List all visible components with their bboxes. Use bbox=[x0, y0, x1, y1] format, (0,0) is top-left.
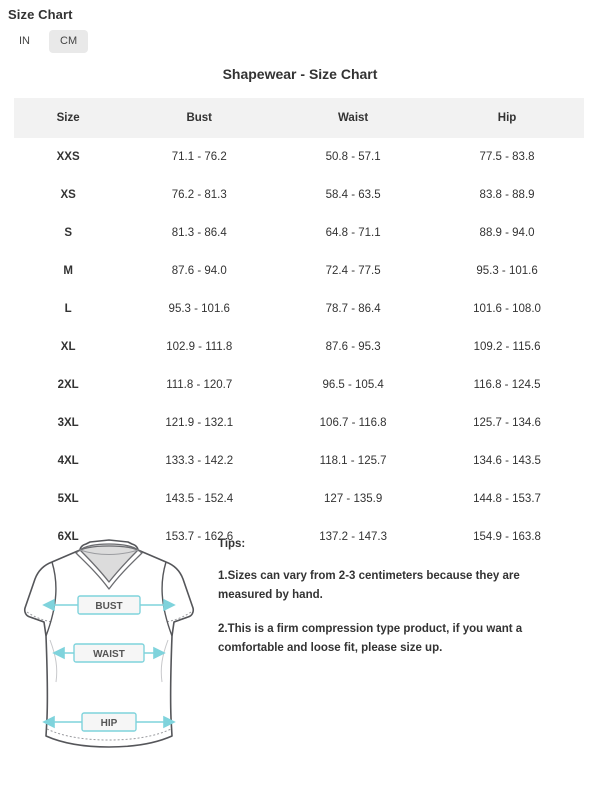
cell-hip: 154.9 - 163.8 bbox=[473, 531, 541, 543]
cell-waist: 64.8 - 71.1 bbox=[325, 227, 381, 239]
cell-hip: 109.2 - 115.6 bbox=[473, 341, 541, 353]
table-row bbox=[14, 328, 584, 366]
cell-waist: 127 - 135.9 bbox=[324, 493, 383, 505]
tip-item: 1.Sizes can vary from 2-3 centimeters because they are measured by hand. bbox=[218, 570, 520, 601]
chart-title: Shapewear - Size Chart bbox=[222, 66, 378, 82]
unit-button-in[interactable]: IN bbox=[8, 30, 41, 53]
table-row bbox=[14, 138, 584, 176]
cell-hip: 144.8 - 153.7 bbox=[473, 493, 541, 505]
column-header-size: Size bbox=[56, 112, 80, 124]
cell-waist: 137.2 - 147.3 bbox=[319, 531, 388, 543]
cell-waist: 78.7 - 86.4 bbox=[325, 303, 381, 315]
waist-label: WAIST bbox=[93, 649, 125, 660]
table-header-row bbox=[14, 98, 584, 138]
table-row bbox=[14, 176, 584, 214]
tips-heading: Tips: bbox=[218, 538, 246, 550]
cell-size: L bbox=[64, 303, 72, 315]
cell-size: S bbox=[64, 227, 72, 239]
table-row bbox=[14, 404, 584, 442]
table-body bbox=[14, 138, 584, 556]
bust-label: BUST bbox=[95, 601, 123, 612]
tip-item: 2.This is a firm compression type product, if you want a comfortable and loose fit, please size up. bbox=[218, 622, 523, 654]
size-table bbox=[14, 98, 584, 556]
size-table-container bbox=[14, 98, 584, 556]
tshirt-measurement-diagram bbox=[14, 532, 204, 782]
cell-waist: 96.5 - 105.4 bbox=[322, 379, 384, 391]
cell-bust: 95.3 - 101.6 bbox=[168, 303, 230, 315]
cell-hip: 88.9 - 94.0 bbox=[479, 227, 535, 239]
unit-toggle-group bbox=[8, 30, 88, 53]
table-header bbox=[14, 98, 584, 138]
table-row bbox=[14, 480, 584, 518]
column-header-hip: Hip bbox=[497, 112, 517, 124]
table-row bbox=[14, 366, 584, 404]
cell-size: XS bbox=[60, 189, 76, 201]
cell-waist: 87.6 - 95.3 bbox=[325, 341, 381, 353]
cell-hip: 95.3 - 101.6 bbox=[476, 265, 538, 277]
unit-button-cm[interactable]: CM bbox=[49, 30, 88, 53]
cell-bust: 81.3 - 86.4 bbox=[171, 227, 227, 239]
table-row bbox=[14, 252, 584, 290]
cell-size: 5XL bbox=[57, 493, 79, 505]
cell-size: XL bbox=[60, 341, 76, 353]
cell-bust: 87.6 - 94.0 bbox=[171, 265, 227, 277]
cell-waist: 118.1 - 125.7 bbox=[319, 455, 387, 467]
cell-hip: 125.7 - 134.6 bbox=[473, 417, 541, 429]
cell-size: 6XL bbox=[57, 531, 79, 543]
cell-bust: 153.7 - 162.6 bbox=[165, 531, 234, 543]
cell-size: XXS bbox=[56, 151, 80, 163]
bottom-section bbox=[0, 528, 600, 800]
table-row bbox=[14, 442, 584, 480]
cell-size: 3XL bbox=[57, 417, 79, 429]
cell-waist: 106.7 - 116.8 bbox=[319, 417, 387, 429]
cell-waist: 50.8 - 57.1 bbox=[325, 151, 381, 163]
cell-size: M bbox=[63, 265, 73, 277]
tips-section bbox=[218, 538, 558, 673]
cell-bust: 143.5 - 152.4 bbox=[165, 493, 234, 505]
page-title: Size Chart bbox=[8, 7, 73, 22]
cell-bust: 111.8 - 120.7 bbox=[166, 379, 233, 391]
cell-hip: 134.6 - 143.5 bbox=[473, 455, 541, 467]
cell-bust: 121.9 - 132.1 bbox=[165, 417, 234, 429]
table-row bbox=[14, 214, 584, 252]
cell-size: 2XL bbox=[57, 379, 79, 391]
cell-bust: 133.3 - 142.2 bbox=[165, 455, 234, 467]
cell-hip: 101.6 - 108.0 bbox=[473, 303, 541, 315]
column-header-waist: Waist bbox=[338, 112, 369, 124]
cell-waist: 58.4 - 63.5 bbox=[325, 189, 381, 201]
cell-bust: 102.9 - 111.8 bbox=[166, 341, 233, 353]
cell-hip: 83.8 - 88.9 bbox=[479, 189, 535, 201]
cell-hip: 77.5 - 83.8 bbox=[479, 151, 535, 163]
cell-bust: 71.1 - 76.2 bbox=[171, 151, 227, 163]
table-row bbox=[14, 290, 584, 328]
hip-label: HIP bbox=[100, 718, 118, 729]
column-header-bust: Bust bbox=[186, 112, 213, 124]
cell-hip: 116.8 - 124.5 bbox=[473, 379, 541, 391]
cell-waist: 72.4 - 77.5 bbox=[325, 265, 381, 277]
cell-size: 4XL bbox=[57, 455, 79, 467]
cell-bust: 76.2 - 81.3 bbox=[171, 189, 227, 201]
